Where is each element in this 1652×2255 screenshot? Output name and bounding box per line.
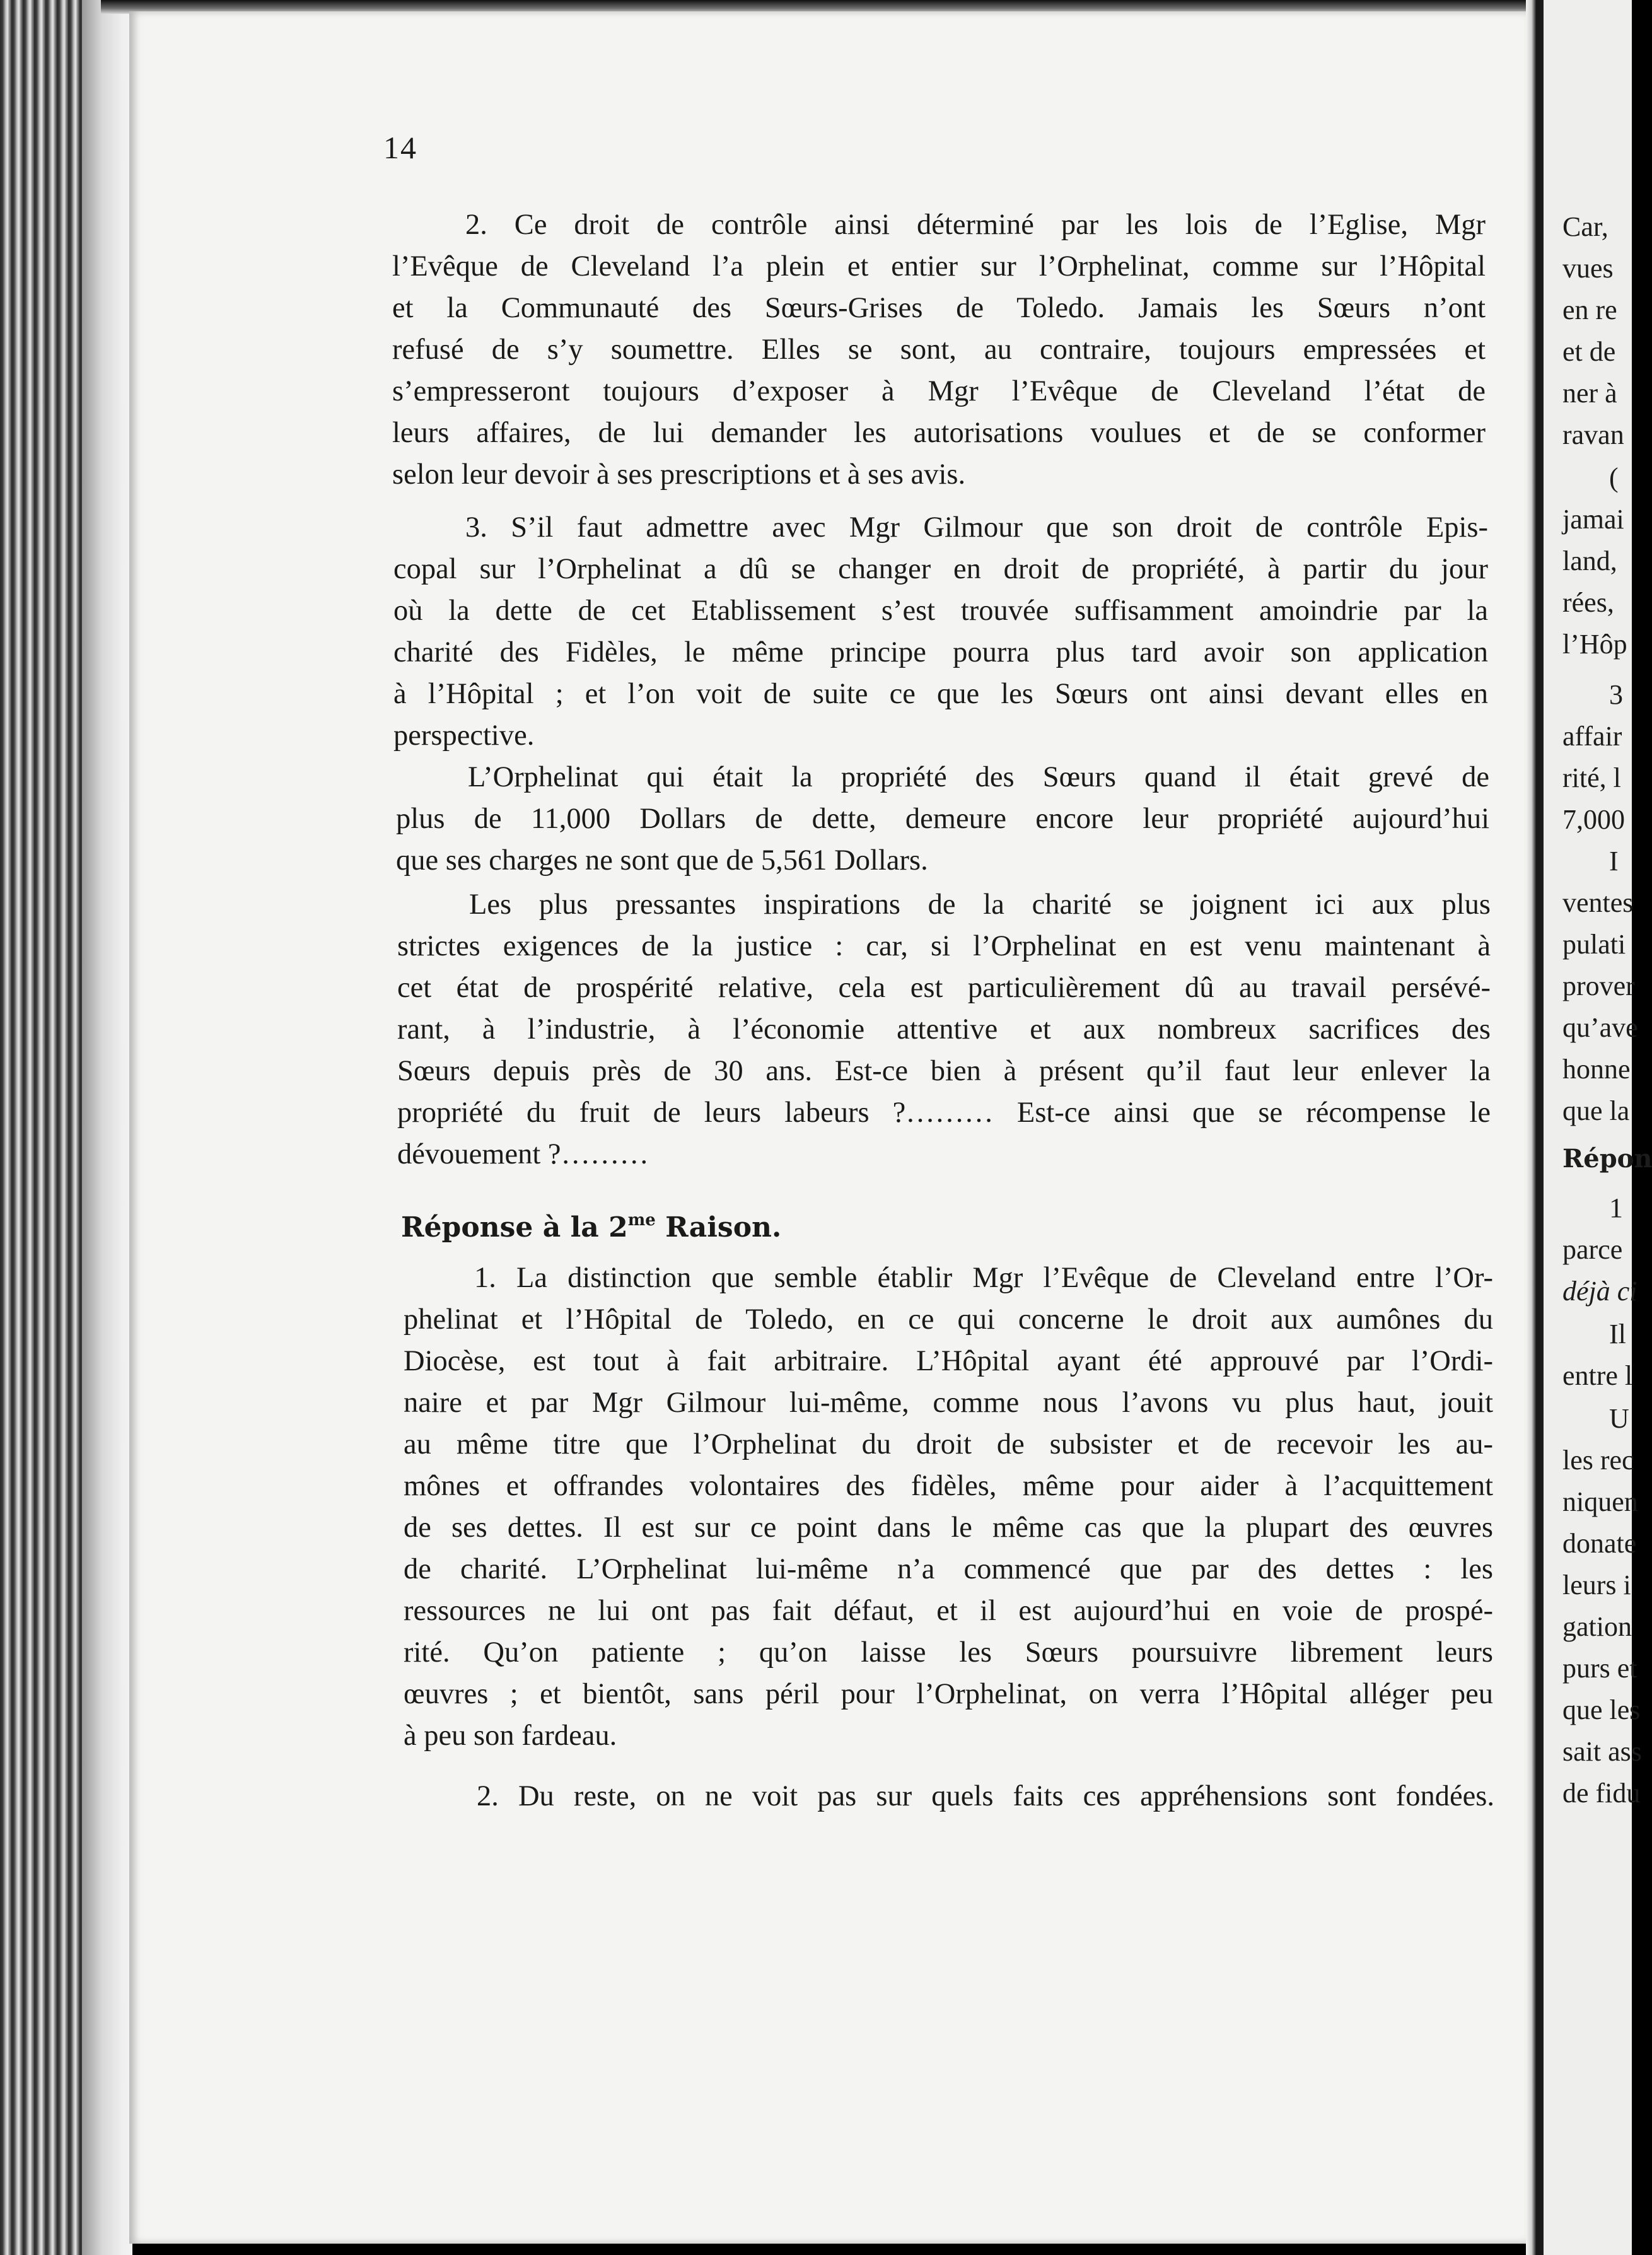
right-page-line: et de [1562, 336, 1616, 367]
text-line: 3. S’il faut admettre avec Mgr Gilmour que son droit de contrôle Epis- [465, 511, 1488, 544]
text-line: copal sur l’Orphelinat a dû se changer en droit de propriété, à partir du jour [393, 553, 1488, 585]
right-page-line: en re [1562, 294, 1617, 325]
section-heading [401, 1211, 781, 1244]
right-page-line: purs et [1562, 1653, 1637, 1684]
text-line: phelinat et l’Hôpital de Toledo, en ce qui concerne le droit aux aumônes du [404, 1303, 1493, 1336]
heading-superscript: me [627, 1211, 656, 1230]
right-page-line: leurs i [1562, 1570, 1631, 1600]
text-line: dévouement ?……… [397, 1138, 649, 1170]
right-page-line: ventes [1562, 887, 1634, 918]
right-page-line: ner à [1562, 378, 1617, 409]
text-line: à peu son fardeau. [404, 1720, 617, 1752]
text-line: que ses charges ne sont que de 5,561 Dollars. [396, 844, 928, 877]
right-page-line: I [1609, 846, 1619, 877]
text-line: Sœurs depuis près de 30 ans. Est-ce bien à présent qu’il faut leur enlever la [397, 1055, 1491, 1087]
text-line: 2. Ce droit de contrôle ainsi déterminé par les lois de l’Eglise, Mgr [465, 209, 1486, 241]
text-line: plus de 11,000 Dollars de dette, demeure encore leur propriété aujourd’hui [396, 803, 1489, 835]
right-page-line: rité, l [1562, 762, 1621, 793]
right-page-line: que les [1562, 1694, 1641, 1725]
text-line: leurs affaires, de lui demander les autorisations voulues et de se conformer [392, 417, 1486, 449]
text-line: refusé de s’y soumettre. Elles se sont, au contraire, toujours empressées et [392, 334, 1486, 366]
text-line: à l’Hôpital ; et l’on voit de suite ce que les Sœurs ont ainsi devant elles en [393, 678, 1488, 710]
right-page-line: Car, [1562, 211, 1608, 242]
text-line: rité. Qu’on patiente ; qu’on laisse les Sœurs poursuivre librement leurs [404, 1636, 1493, 1669]
right-page-line: déjà ci [1562, 1276, 1637, 1307]
right-page-line: les rec [1562, 1445, 1634, 1476]
right-page-line: 1 [1609, 1192, 1623, 1223]
page-stack-edges [82, 0, 132, 2255]
text-line: l’Evêque de Cleveland l’a plein et entier sur l’Orphelinat, comme sur l’Hôpital [392, 250, 1486, 283]
right-page-line: rées, [1562, 587, 1614, 618]
book-gutter [1526, 0, 1545, 2255]
right-page-line: pulati [1562, 929, 1626, 960]
text-line: de ses dettes. Il est sur ce point dans le même cas que la plupart des œuvres [404, 1512, 1493, 1544]
right-page-line: land, [1562, 545, 1617, 576]
right-page-heading: Répon [1562, 1144, 1652, 1174]
right-page-fragment [1544, 0, 1652, 2255]
text-line: œuvres ; et bientôt, sans péril pour l’Orphelinat, on verra l’Hôpital alléger peu [404, 1678, 1493, 1710]
right-page-line: 3 [1609, 679, 1623, 710]
text-line: naire et par Mgr Gilmour lui-même, comme nous l’avons vu plus haut, jouit [404, 1387, 1493, 1419]
right-page-line: U [1609, 1403, 1629, 1434]
page-number: 14 [383, 130, 417, 165]
text-line: où la dette de cet Etablissement s’est trouvée suffisamment amoindrie par la [393, 595, 1488, 627]
text-line: cet état de prospérité relative, cela est particulièrement dû au travail persévé- [397, 972, 1491, 1004]
right-page-line: l’Hôp [1562, 629, 1627, 660]
text-line: perspective. [393, 720, 535, 752]
right-page-line: parce [1562, 1234, 1623, 1265]
text-line: Les plus pressantes inspirations de la charité se joignent ici aux plus [469, 889, 1491, 921]
text-line: Diocèse, est tout à fait arbitraire. L’Hôpital ayant été approuvé par l’Ordi- [404, 1345, 1493, 1377]
right-page-line: prover [1562, 970, 1635, 1001]
heading-text: Réponse à la 2 [401, 1211, 628, 1244]
text-line: 2. Du reste, on ne voit pas sur quels faits ces appréhensions sont fondées. [477, 1780, 1494, 1812]
right-page-line: donate [1562, 1528, 1637, 1559]
right-page-line: qu’ave [1562, 1012, 1638, 1043]
text-line: ressources ne lui ont pas fait défaut, et il est aujourd’hui en voie de prospé- [404, 1595, 1493, 1627]
text-line: propriété du fruit de leurs labeurs ?……… Est-ce ainsi que se récompense le [397, 1097, 1491, 1129]
text-line: charité des Fidèles, le même principe pourra plus tard avoir son application [393, 636, 1488, 668]
right-page-line: vues [1562, 253, 1614, 284]
text-line: L’Orphelinat qui était la propriété des Sœurs quand il était grevé de [468, 761, 1489, 793]
heading-text-suffix: Raison. [655, 1211, 782, 1244]
text-line: selon leur devoir à ses prescriptions et à ses avis. [392, 458, 966, 491]
right-page-line: ravan [1562, 419, 1624, 450]
right-page-line: de fidu [1562, 1778, 1641, 1809]
right-page-line: ( [1609, 462, 1619, 493]
right-page-line: jamai [1562, 504, 1624, 535]
text-line: de charité. L’Orphelinat lui-même n’a commencé que par des dettes : les [404, 1553, 1493, 1585]
text-line: strictes exigences de la justice : car, si l’Orphelinat en est venu maintenant à [397, 930, 1491, 962]
right-page-line: sait ass [1562, 1736, 1642, 1767]
right-page-line: honne [1562, 1054, 1631, 1085]
right-page-line: niquen [1562, 1486, 1638, 1517]
text-line: mônes et offrandes volontaires des fidèles, même pour aider à l’acquittement [404, 1470, 1493, 1502]
right-page-line: Il [1609, 1319, 1626, 1349]
text-line: 1. La distinction que semble établir Mgr l’Evêque de Cleveland entre l’Or- [474, 1262, 1493, 1294]
right-page-line: 7,000 [1562, 804, 1625, 835]
right-page-line: gation [1562, 1611, 1632, 1642]
text-line: et la Communauté des Sœurs-Grises de Toledo. Jamais les Sœurs n’ont [392, 292, 1486, 324]
right-page-line: que la [1562, 1095, 1630, 1126]
right-page-line: affair [1562, 721, 1622, 752]
text-line: rant, à l’industrie, à l’économie attentive et aux nombreux sacrifices des [397, 1013, 1491, 1046]
text-line: s’empresseront toujours d’exposer à Mgr l’Evêque de Cleveland l’état de [392, 375, 1486, 407]
right-page-line: entre l [1562, 1360, 1633, 1391]
text-line: au même titre que l’Orphelinat du droit de subsister et de recevoir les au- [404, 1428, 1493, 1460]
